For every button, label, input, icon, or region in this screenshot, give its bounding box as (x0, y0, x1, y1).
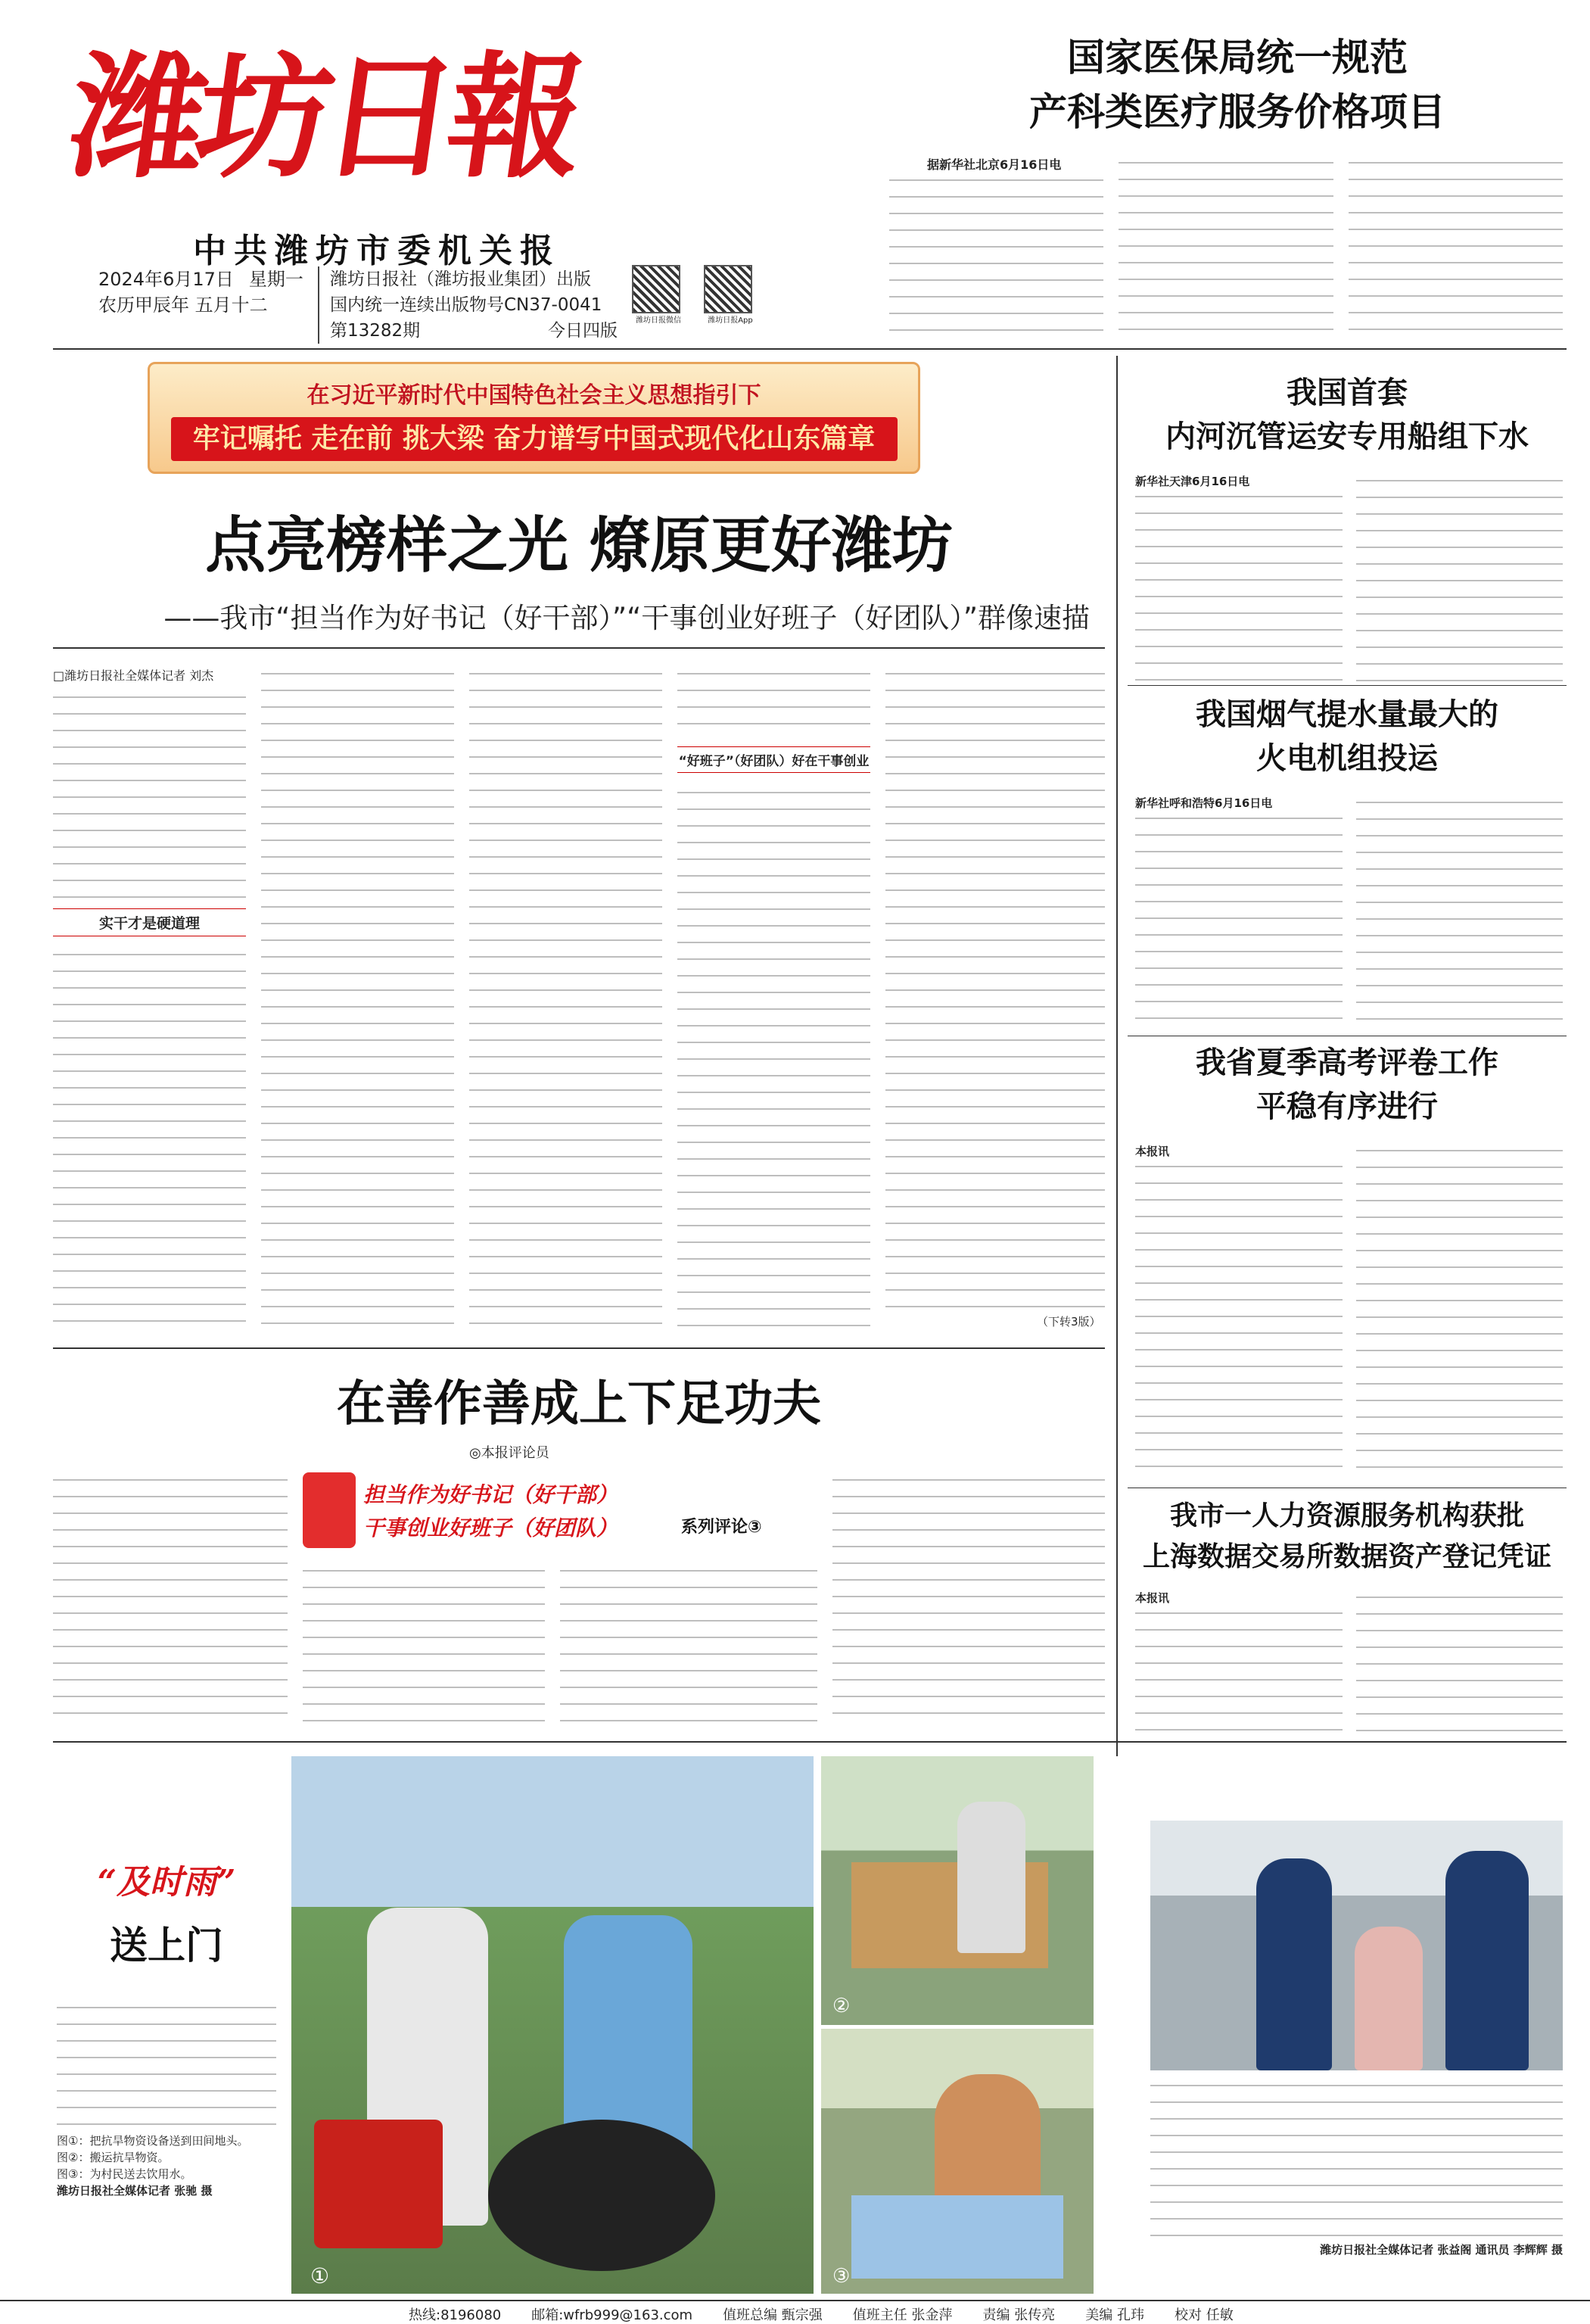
qr-code-icon (632, 265, 680, 313)
theme-banner: 在习近平新时代中国特色社会主义思想指引下 牢记嘱托 走在前 挑大梁 奋力谱写中国式现代化山东篇章 (148, 362, 920, 474)
masthead-subtitle: 中共潍坊市委机关报 (193, 232, 561, 270)
footer-editor: 责编 张传亮 (982, 2307, 1056, 2323)
continued-note: （下转3版） (1037, 1315, 1101, 1329)
photo-story-title-1: “及时雨” (97, 1863, 236, 1902)
qr-app: 潍坊日报App (704, 265, 757, 325)
photo-mark-2: ② (832, 1995, 851, 2017)
right-body-2: 新华社呼和浩特6月16日电 (1135, 795, 1563, 1030)
photo-mark-3: ③ (832, 2265, 851, 2288)
lead-subhead: ——我市“担当作为好书记（好干部）”“干事创业好班子（好团队）”群像速描 (163, 602, 1090, 634)
newspaper-logo: 潍坊日報 (61, 38, 586, 196)
caption-1: 图①：把抗旱物资设备送到田间地头。 (57, 2134, 249, 2148)
lead-body (53, 666, 1105, 1340)
commentary-headline: 在善作善成上下足功夫 (337, 1375, 821, 1432)
cn-number: 国内统一连续出版物号CN37-0041 (330, 295, 602, 315)
caption-3: 图③：为村民送去饮用水。 (57, 2167, 192, 2181)
photo-story-title-2: 送上门 (110, 1923, 223, 1967)
right-headline-3: 我省夏季高考评卷工作 平稳有序进行 (1196, 1045, 1498, 1124)
commentary-byline: ◎本报评论员 (469, 1445, 549, 1461)
issue-number: 第13282期 (330, 321, 421, 341)
top-right-headline: 国家医保局统一规范 产科类医疗服务价格项目 (1029, 35, 1445, 134)
photo-3 (821, 2029, 1094, 2294)
page-footer (0, 2300, 1590, 2322)
photo-credit: 潍坊日报社全媒体记者 张驰 摄 (57, 2184, 213, 2198)
photo-1 (291, 1756, 814, 2294)
lunar-date: 农历甲辰年 五月十二 (98, 294, 268, 316)
photo-2 (821, 1756, 1094, 2025)
lead-byline: □潍坊日报社全媒体记者 刘杰 (53, 668, 214, 683)
page-count: 今日四版 (548, 321, 618, 341)
footer-art: 美编 孔玮 (1085, 2307, 1144, 2323)
commentary-body (53, 1472, 1105, 1730)
right-headline-4: 我市一人力资源服务机构获批 上海数据交易所数据资产登记凭证 (1142, 1500, 1551, 1572)
edition-date-block (98, 266, 318, 318)
publisher-line: 潍坊日报社（潍坊报业集团）出版 (330, 269, 591, 289)
footer-chief: 值班总编 甄宗强 (723, 2307, 823, 2323)
lead-section-1: 实干才是硬道理 (53, 908, 246, 936)
photo-mark-1: ① (310, 2263, 330, 2288)
photo-right-credit: 潍坊日报社全媒体记者 张益阁 通讯员 李辉辉 摄 (1320, 2243, 1563, 2257)
publication-info (318, 266, 618, 344)
footer-email: 邮箱:wfrb999@163.com (531, 2307, 693, 2323)
edition-weekday: 星期一 (248, 269, 303, 290)
qr-wechat: 潍坊日报微信 (632, 265, 685, 325)
right-headline-2: 我国烟气提水量最大的 火电机组投运 (1196, 696, 1498, 776)
photo-right-caption (1150, 2078, 1563, 2267)
footer-director: 值班主任 张金萍 (852, 2307, 953, 2323)
right-body-4: 本报讯 (1135, 1590, 1563, 1734)
footer-hotline: 热线:8196080 (409, 2307, 502, 2323)
photo-right (1150, 1821, 1563, 2070)
top-right-body: 据新华社北京6月16日电 (889, 155, 1563, 344)
right-body-1: 新华社天津6月16日电 (1135, 473, 1563, 682)
qr-code-icon (704, 265, 752, 313)
caption-2: 图②：搬运抗旱物资。 (57, 2151, 170, 2164)
lead-section-2: “好班子”（好团队）好在干事创业 (677, 746, 870, 773)
lead-headline: 点亮榜样之光 燎原更好潍坊 (205, 509, 953, 581)
right-headline-1: 我国首套 内河沉管运安专用船组下水 (1165, 375, 1529, 454)
edition-date: 2024年6月17日 (98, 269, 234, 290)
right-body-3: 本报讯 (1135, 1143, 1563, 1473)
series-badge: 担当作为好书记（好干部） 干事创业好班子（好团队） 系列评论③ (303, 1472, 817, 1556)
photo-story-text (57, 1768, 276, 2298)
footer-proof: 校对 任敏 (1175, 2307, 1234, 2323)
